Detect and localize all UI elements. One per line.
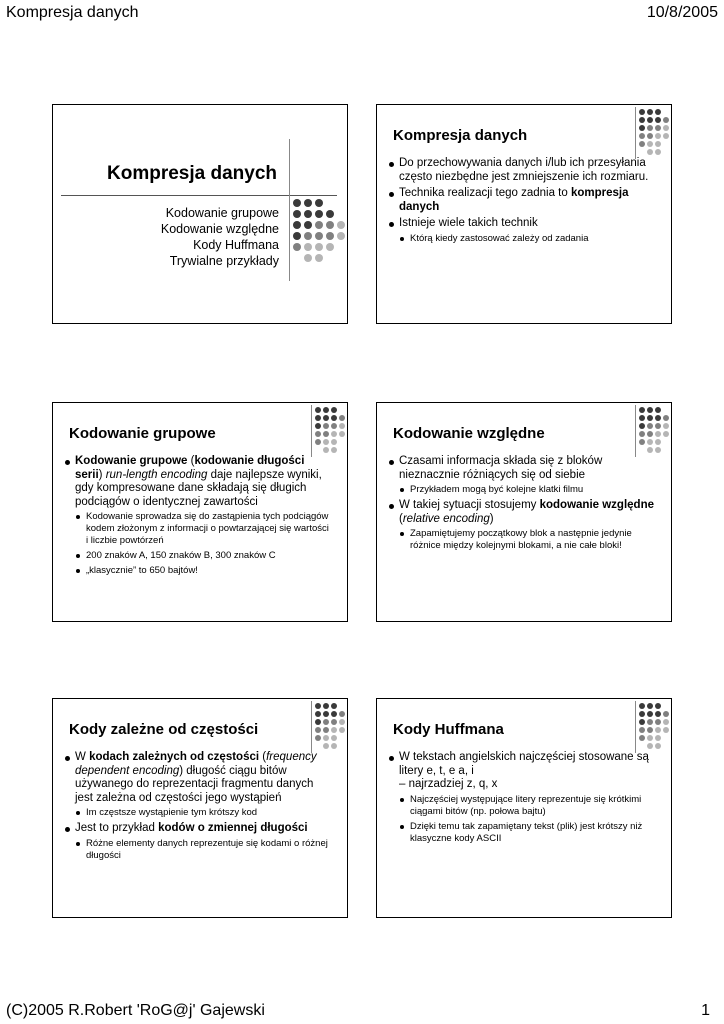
sub-bullet-item: Najczęściej występujące litery reprezentuje się krótkimi ciągami bitów (np. połowa bajtu): [399, 794, 657, 818]
divider-vertical: [311, 701, 312, 753]
sub-bullet-item: Zapamiętujemy początkowy blok a następnie jedynie różnice między kolejnymi blokami, a nie całe bloki!: [399, 528, 657, 552]
slide-title: Kodowanie względne: [393, 425, 545, 442]
bullet-item: W kodach zależnych od częstości (frequency dependent encoding) długość ciągu bitów używanego do reprezentacji fragmentu danych jest zależna od częstości jego wystąpień Im częstsze wystąpienie tym krótszy kod: [63, 751, 333, 819]
bullet-item: Czasami informacja składa się z bloków nieznacznie różniących się od siebie Przykładem mogą być kolejne klatki filmu: [387, 455, 657, 496]
bullet-item: Jest to przykład kodów o zmiennej długości Różne elementy danych reprezentuje się kodami o różnej długości: [63, 822, 333, 862]
bullet-item: Do przechowywania danych i/lub ich przesyłania często niezbędne jest zmniejszenie ich rozmiaru.: [387, 157, 657, 184]
bullet-item: Technika realizacji tego zadnia to kompresja danych: [387, 187, 657, 214]
sub-bullet-item: Różne elementy danych reprezentuje się kodami o różnej długości: [75, 838, 333, 862]
page-header: [6, 4, 718, 28]
slide-4: [376, 402, 672, 622]
bullet-list: [63, 751, 333, 865]
sub-bullet-item: 200 znaków A, 150 znaków B, 300 znaków C: [75, 550, 333, 562]
bullet-list: [387, 751, 657, 848]
bullet-item: W tekstach angielskich najczęściej stosowane są litery e, t, e a, i – najrzadziej z, q, x Najczęściej występujące litery reprezentuje się krótkimi ciągami bitów (np. połowa bajtu) Dzięki temu tak zapamiętany tekst (plik) jest krótszy niż klasyczne kody ASCII: [387, 751, 657, 845]
decorative-dots: [315, 407, 345, 453]
subtitle-item: Kody Huffmana: [193, 238, 279, 252]
page-footer: [6, 996, 718, 1020]
bullet-list: [387, 157, 657, 248]
subtitle-item: Kodowanie względne: [160, 222, 279, 236]
slide-6: [376, 698, 672, 918]
decorative-dots: [293, 199, 345, 262]
divider-horizontal: [61, 195, 337, 196]
divider-vertical: [311, 405, 312, 457]
slide-3: [52, 402, 348, 622]
slide-title: Kody zależne od częstości: [69, 721, 259, 738]
bullet-item: W takiej sytuacji stosujemy kodowanie względne (relative encoding) Zapamiętujemy początkowy blok a następnie jedynie różnice między kolejnymi blokami, a nie całe bloki!: [387, 499, 657, 552]
slide-title: Kodowanie grupowe: [69, 425, 216, 442]
sub-bullet-item: Którą kiedy zastosować zależy od zadania: [399, 233, 657, 245]
sub-bullet-item: Dzięki temu tak zapamiętany tekst (plik) jest krótszy niż klasyczne kody ASCII: [399, 821, 657, 845]
divider-vertical: [289, 139, 290, 281]
slide-title: Kompresja danych: [393, 127, 528, 144]
copyright-text: (C)2005 R.Robert 'RoG@j' Gajewski: [6, 1002, 265, 1019]
decorative-dots: [639, 703, 669, 749]
decorative-dots: [639, 407, 669, 453]
divider-vertical: [635, 701, 636, 753]
bullet-list: [63, 455, 333, 580]
divider-vertical: [635, 107, 636, 159]
sub-bullet-item: Przykładem mogą być kolejne klatki filmu: [399, 484, 657, 496]
decorative-dots: [315, 703, 345, 749]
slide-title: Kompresja danych: [107, 163, 277, 184]
document-date: 10/8/2005: [646, 4, 718, 21]
bullet-list: [387, 455, 657, 555]
slide-1: [52, 104, 348, 324]
divider-vertical: [635, 405, 636, 457]
bullet-item: Kodowanie grupowe (kodowanie długości serii) run-length encoding daje najlepsze wyniki, gdy kompresowane dane składają się długich podciągów o identycznej zawartości Kodowanie sprowadza się do zastąpienia tych podciągów kodem złożonym z informacji o powtarzającej się wartości i liczbie powtórzeń 200 znaków A, 150 znaków B, 300 znaków C „klasycznie” to 650 bajtów!: [63, 455, 333, 577]
slide-5: [52, 698, 348, 918]
document-title: Kompresja danych: [6, 4, 139, 21]
subtitle-list: [161, 205, 279, 269]
page-number: 1: [701, 1002, 710, 1019]
sub-bullet-item: Kodowanie sprowadza się do zastąpienia tych podciągów kodem złożonym z informacji o powtarzającej się wartości i liczbie powtórzeń: [75, 511, 333, 547]
sub-bullet-item: „klasycznie” to 650 bajtów!: [75, 565, 333, 577]
decorative-dots: [639, 109, 669, 155]
dash-line: – najrzadziej z, q, x: [399, 778, 498, 790]
slide-title: Kody Huffmana: [393, 721, 504, 738]
subtitle-item: Kodowanie grupowe: [165, 206, 279, 220]
bullet-item: Istnieje wiele takich technik Którą kiedy zastosować zależy od zadania: [387, 217, 657, 245]
sub-bullet-item: Im częstsze wystąpienie tym krótszy kod: [75, 807, 333, 819]
slide-2: [376, 104, 672, 324]
subtitle-item: Trywialne przykłady: [169, 254, 279, 268]
